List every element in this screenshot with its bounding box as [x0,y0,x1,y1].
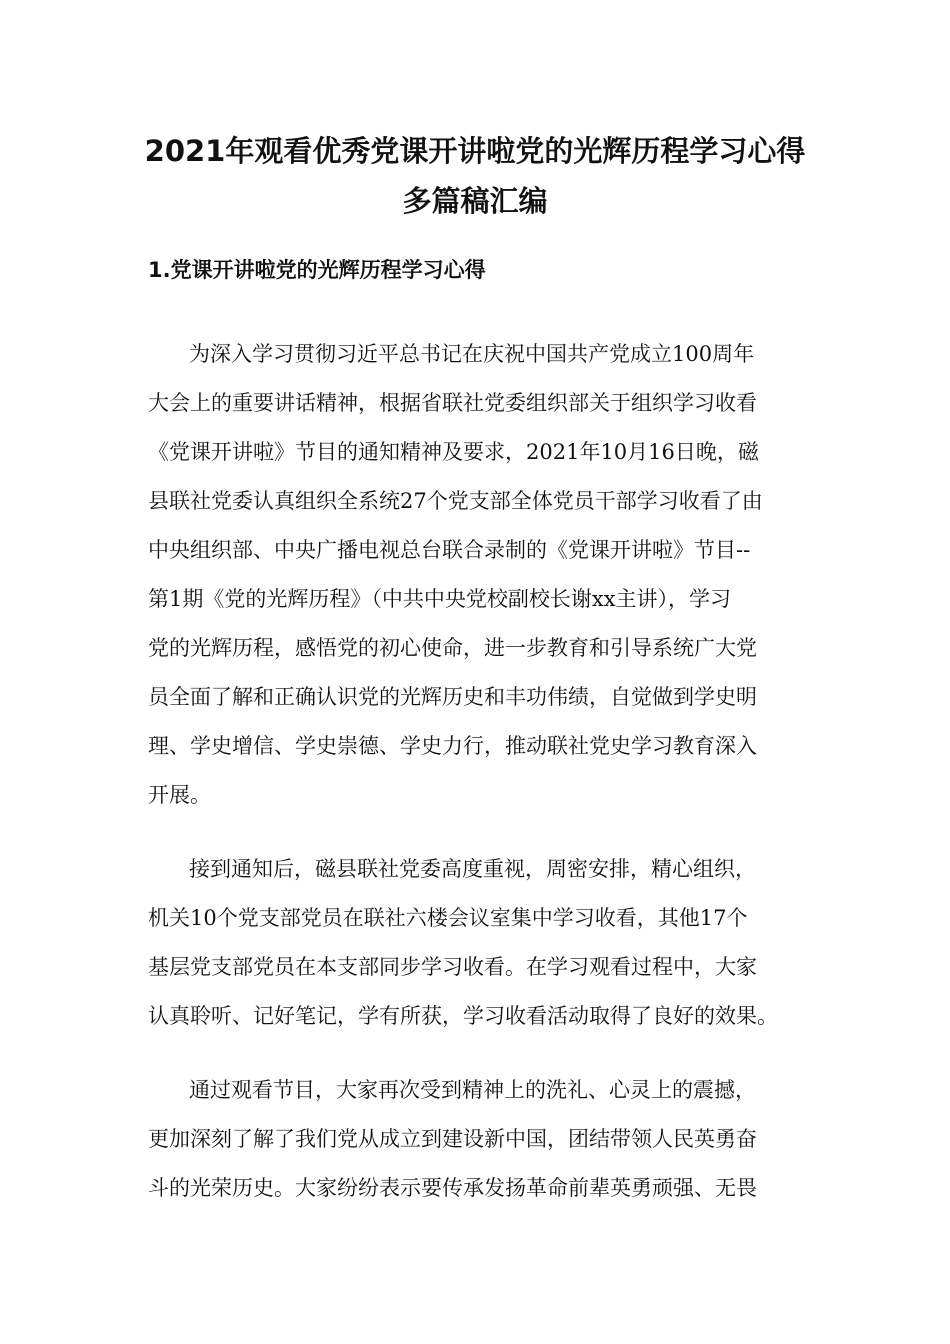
paragraph-1-line: 中央组织部、中央广播电视总台联合录制的《党课开讲啦》节目-- [148,538,751,562]
paragraph-1-line: 大会上的重要讲话精神，根据省联社党委组织部关于组织学习收看 [148,391,757,415]
paragraph-1-line: 第1期《党的光辉历程》（中共中央党校副校长谢xx主讲），学习 [148,587,732,611]
paragraph-2-line: 认真聆听、记好笔记，学有所获，学习收看活动取得了良好的效果。 [148,1004,778,1028]
paragraph-2-line: 接到通知后，磁县联社党委高度重视，周密安排，精心组织， [189,857,756,881]
paragraph-3-line: 更加深刻了解了我们党从成立到建设新中国，团结带领人民英勇奋 [148,1127,757,1151]
paragraph-3-line: 通过观看节目，大家再次受到精神上的洗礼、心灵上的震撼， [189,1078,756,1102]
paragraph-1-line: 开展。 [148,783,211,807]
paragraph-1-line: 党的光辉历程，感悟党的初心使命，进一步教育和引导系统广大党 [148,636,757,660]
paragraph-1-line: 员全面了解和正确认识党的光辉历史和丰功伟绩，自觉做到学史明 [148,685,757,709]
paragraph-2-line: 机关10个党支部党员在联社六楼会议室集中学习收看，其他17个 [148,906,748,930]
document-title-line-1: 2021年观看优秀党课开讲啦党的光辉历程学习心得 [144,134,806,168]
document-title-line-2: 多篇稿汇编 [402,184,548,218]
paragraph-3-line: 斗的光荣历史。大家纷纷表示要传承发扬革命前辈英勇顽强、无畏 [148,1176,757,1200]
section-heading: 1.党课开讲啦党的光辉历程学习心得 [148,258,486,282]
paragraph-1-line: 为深入学习贯彻习近平总书记在庆祝中国共产党成立100周年 [189,342,755,366]
paragraph-2-line: 基层党支部党员在本支部同步学习收看。在学习观看过程中，大家 [148,955,757,979]
paragraph-1-line: 理、学史增信、学史崇德、学史力行，推动联社党史学习教育深入 [148,734,757,758]
paragraph-1-line: 县联社党委认真组织全系统27个党支部全体党员干部学习收看了由 [148,489,763,513]
paragraph-1-line: 《党课开讲啦》节目的通知精神及要求，2021年10月16日晚，磁 [148,440,759,464]
